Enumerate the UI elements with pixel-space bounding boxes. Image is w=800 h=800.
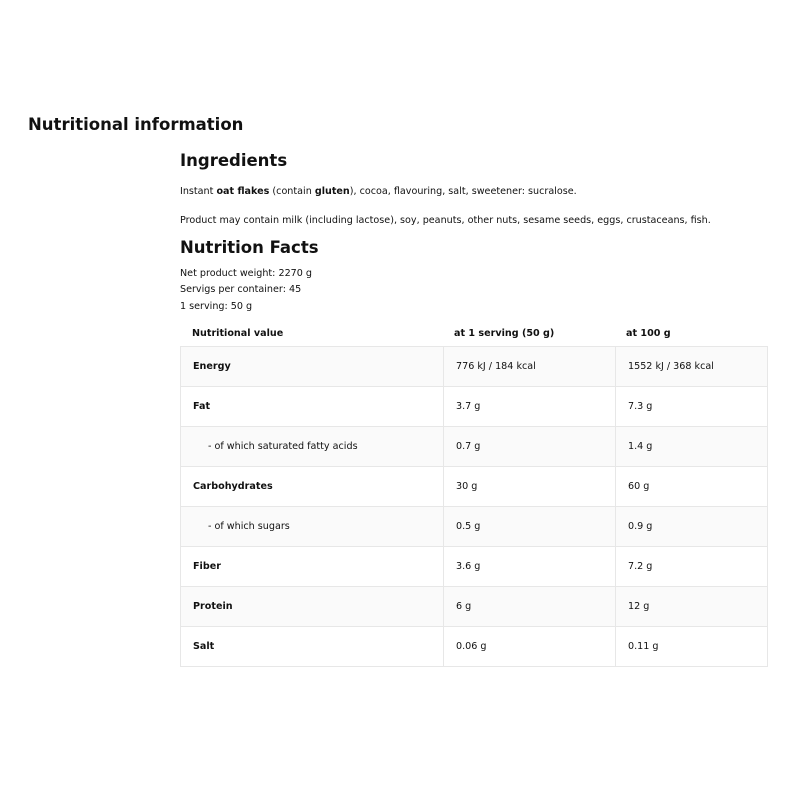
ingredients-text-part: oat flakes — [216, 186, 270, 197]
nutrient-name: Salt — [193, 640, 215, 652]
nutrient-name: Energy — [193, 360, 231, 372]
table-row — [181, 466, 767, 506]
nutrient-name: - of which saturated fatty acids — [208, 440, 358, 452]
value-per-100g: 60 g — [615, 467, 767, 506]
nutrient-name: Carbohydrates — [193, 480, 273, 492]
value-per-serving: 3.7 g — [443, 387, 615, 426]
column-header-nutritional-value: Nutritional value — [192, 328, 284, 340]
nutrient-name: - of which sugars — [208, 520, 290, 532]
table-row — [181, 426, 767, 466]
value-per-serving: 0.7 g — [443, 427, 615, 466]
ingredients-text-part: Instant — [180, 186, 217, 197]
table-row — [181, 506, 767, 546]
nutrition-content — [180, 150, 768, 667]
value-per-100g: 12 g — [615, 587, 767, 626]
value-per-100g: 7.3 g — [615, 387, 767, 426]
ingredients-text-part: gluten — [314, 186, 350, 197]
nutrition-facts-heading: Nutrition Facts — [180, 238, 319, 257]
servings-per-container: Servigs per container: 45 — [180, 284, 302, 296]
value-per-100g: 1.4 g — [615, 427, 767, 466]
value-per-serving: 6 g — [443, 587, 615, 626]
ingredients-text — [180, 185, 768, 199]
serving-size: 1 serving: 50 g — [180, 300, 253, 312]
table-header — [180, 322, 768, 346]
allergen-note: Product may contain milk (including lactose), soy, peanuts, other nuts, sesame seeds, eggs, crustaceans, fish. — [180, 215, 711, 226]
value-per-100g: 7.2 g — [615, 547, 767, 586]
value-per-serving: 3.6 g — [443, 547, 615, 586]
value-per-100g: 0.11 g — [615, 627, 767, 666]
value-per-serving: 0.5 g — [443, 507, 615, 546]
column-header-per-serving: at 1 serving (50 g) — [454, 328, 555, 340]
table-row — [181, 586, 767, 626]
value-per-100g: 1552 kJ / 368 kcal — [615, 347, 767, 386]
table-row — [181, 386, 767, 426]
value-per-serving: 776 kJ / 184 kcal — [443, 347, 615, 386]
value-per-serving: 30 g — [443, 467, 615, 506]
nutrient-name: Protein — [193, 600, 233, 612]
column-header-per-100g: at 100 g — [626, 328, 671, 340]
nutrition-table — [180, 346, 768, 667]
net-weight: Net product weight: 2270 g — [180, 268, 313, 279]
page-title: Nutritional information — [28, 115, 244, 134]
ingredients-text-part: (contain — [269, 186, 315, 197]
value-per-serving: 0.06 g — [443, 627, 615, 666]
table-row — [181, 347, 767, 386]
nutrient-name: Fat — [193, 400, 211, 412]
product-meta — [180, 266, 768, 315]
ingredients-heading: Ingredients — [180, 151, 288, 170]
table-row — [181, 626, 767, 666]
value-per-100g: 0.9 g — [615, 507, 767, 546]
table-row — [181, 546, 767, 586]
ingredients-text-part: ), cocoa, flavouring, salt, sweetener: sucralose. — [349, 186, 577, 197]
nutrient-name: Fiber — [193, 560, 221, 572]
